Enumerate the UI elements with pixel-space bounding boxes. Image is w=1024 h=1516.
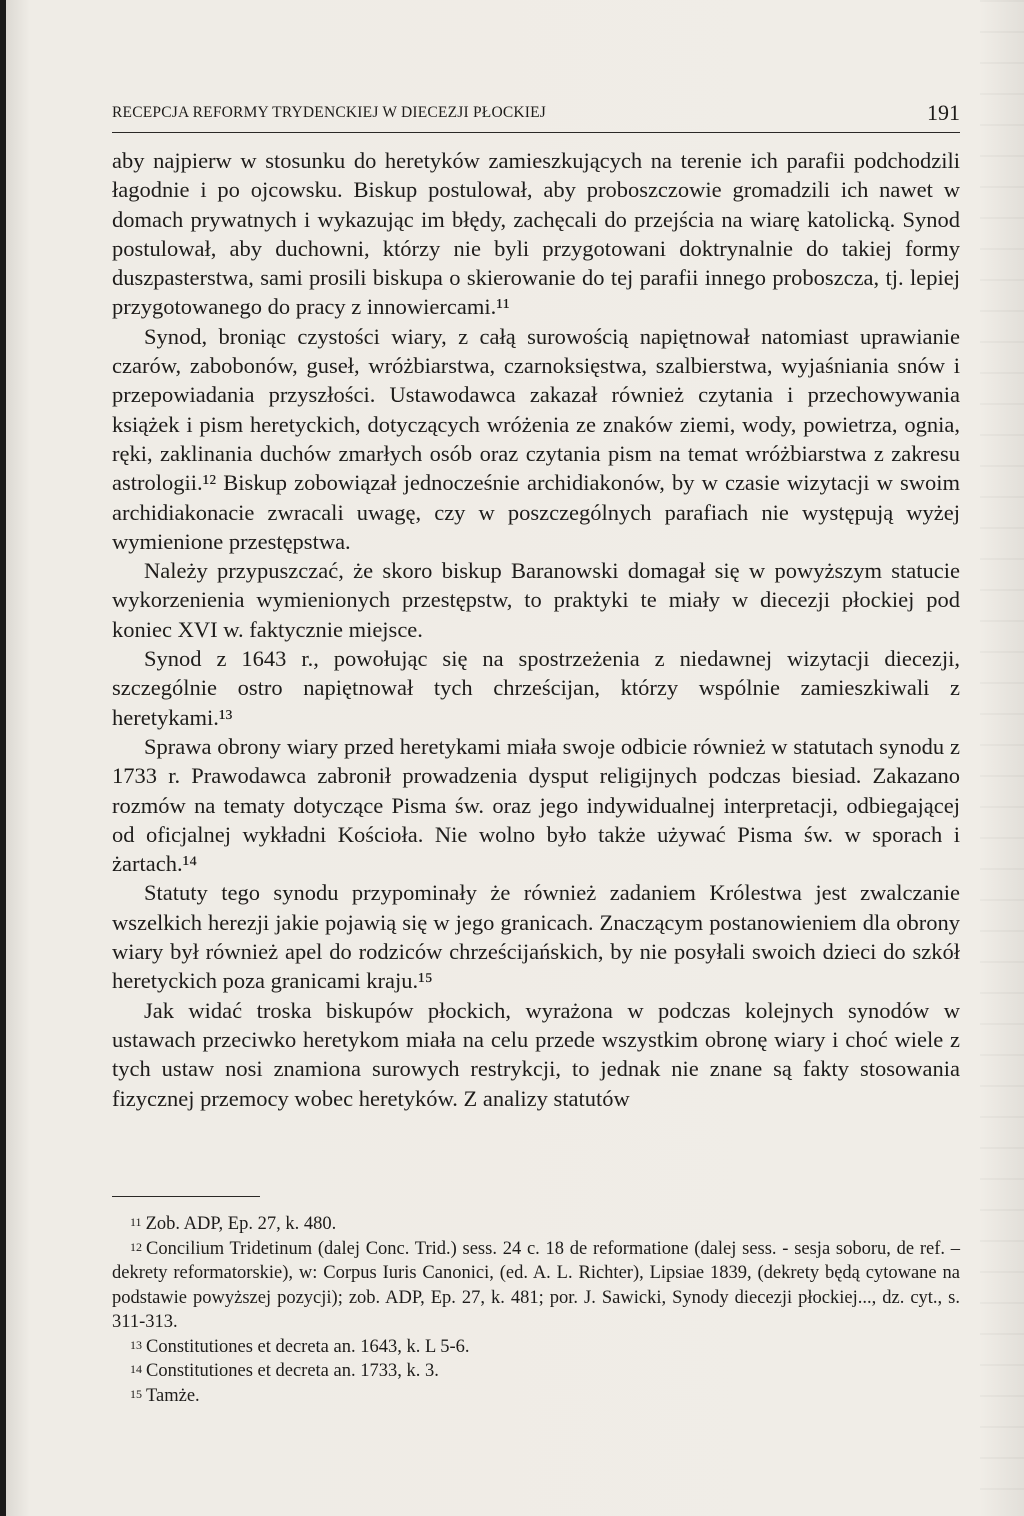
- footnote: [112, 1212, 960, 1237]
- footnote-mark: 11: [130, 1215, 142, 1229]
- footnote: [112, 1359, 960, 1384]
- footnote: [112, 1335, 960, 1360]
- page-number: 191: [927, 100, 960, 125]
- footnote-text: Concilium Tridetinum (dalej Conc. Trid.) sess. 24 c. 18 de reformatione (dalej sess. - sesja soboru, de ref. – dekrety reformatorskie), w: Corpus Iuris Canonici, (ed. A. L. Richter), Lipsiae 1839, (dekrety będą cytowane na podstawie powyższej pozycji); zob. ADP, Ep. 27, k. 481; por. J. Sawicki, Synody diecezji płockiej..., dz. cyt., s. 311-313.: [112, 1238, 960, 1332]
- page-edge-shadow: [980, 0, 1024, 1516]
- page-header: [112, 96, 960, 132]
- paragraph: Synod, broniąc czystości wiary, z całą surowością napiętnował natomiast uprawianie czarów, zabobonów, guseł, wróżbiarstwa, czarnoksięstwa, szalbierstwa, wyjaśniania snów i przepowiadania przyszłości. Ustawodawca zakazał również czytania i przechowywania książek i pism heretyckich, dotyczących wróżenia ze znaków ziemi, wody, powietrza, ognia, ręki, zaklinania duchów zmarłych osób oraz czytania pism na temat wróżbiarstwa z zakresu astrologii.¹² Biskup zobowiązał jednocześnie archidiakonów, by w czasie wizytacji w swoim archidiakonacie zwracali uwagę, czy w poszczególnych parafiach nie występują wyżej wymienione przestępstwa.: [112, 323, 960, 554]
- footnote-text: Tamże.: [146, 1385, 200, 1406]
- footnote-rule: [112, 1196, 260, 1197]
- header-rule: [112, 132, 960, 133]
- footnote: [112, 1237, 960, 1335]
- footnote-mark: 13: [130, 1337, 142, 1352]
- footnote-text: Constitutiones et decreta an. 1733, k. 3.: [146, 1361, 439, 1381]
- footnotes: [112, 1212, 960, 1408]
- running-head: RECEPCJA REFORMY TRYDENCKIEJ W DIECEZJI PŁOCKIEJ: [112, 104, 547, 121]
- paragraph: Sprawa obrony wiary przed heretykami miała swoje odbicie również w statutach synodu z 1733 r. Prawodawca zabronił prowadzenia dysput religijnych podczas biesiad. Zakazano rozmów na tematy dotyczące Pisma św. oraz jego indywidualnej interpretacji, odbiegającej od oficjalnej wykładni Kościoła. Nie wolno było także używać Pisma św. w sporach i żartach.¹⁴: [112, 733, 960, 877]
- paragraph: aby najpierw w stosunku do heretyków zamieszkujących na terenie ich parafii podchodzili łagodnie i po ojcowsku. Biskup postulował, aby proboszczowie gromadzili ich nawet w domach prywatnych i wykazując im błędy, zachęcali do przejścia na wiarę katolicką. Synod postulował, aby duchowni, którzy nie byli przygotowani doktrynalnie do takiej formy duszpasterstwa, sami prosili biskupa o skierowanie do tej parafii innego proboszcza, tj. lepiej przygotowanego do pracy z innowiercami.¹¹: [112, 148, 960, 320]
- paragraph: Synod z 1643 r., powołując się na spostrzeżenia z niedawnej wizytacji diecezji, szczególnie ostro napiętnował tych chrześcijan, którzy wspólnie zamieszkiwali z heretykami.¹³: [112, 646, 960, 730]
- footnote-mark: 14: [130, 1362, 142, 1376]
- main-text: [112, 146, 960, 1113]
- paragraph: Jak widać troska biskupów płockich, wyrażona w podczas kolejnych synodów w ustawach przeciwko heretykom miała na celu przede wszystkim obronę wiary i choć wiele z tych ustaw nosi znamiona surowych restrykcji, to jednak nie znane są fakty stosowania fizycznej przemocy wobec heretyków. Z analizy statutów: [112, 997, 960, 1111]
- footnote-mark: 15: [130, 1386, 142, 1401]
- paragraph: Statuty tego synodu przypominały że również zadaniem Królestwa jest zwalczanie wszelkich herezji jakie pojawią się w jego granicach. Znaczącym postanowieniem dla obrony wiary był również apel do rodziców chrześcijańskich, by nie posyłali swoich dzieci do szkół heretyckich poza granicami kraju.¹⁵: [112, 880, 960, 994]
- paragraph: Należy przypuszczać, że skoro biskup Baranowski domagał się w powyższym statucie wykorzenienia wymienionych przestępstw, to praktyki te miały w diecezji płockiej pod koniec XVI w. faktycznie miejsce.: [112, 558, 960, 642]
- footnote: [112, 1384, 960, 1409]
- footnote-text: Zob. ADP, Ep. 27, k. 480.: [145, 1214, 337, 1234]
- footnote-mark: 12: [130, 1239, 142, 1254]
- footnote-text: Constitutiones et decreta an. 1643, k. L 5-6.: [146, 1336, 470, 1357]
